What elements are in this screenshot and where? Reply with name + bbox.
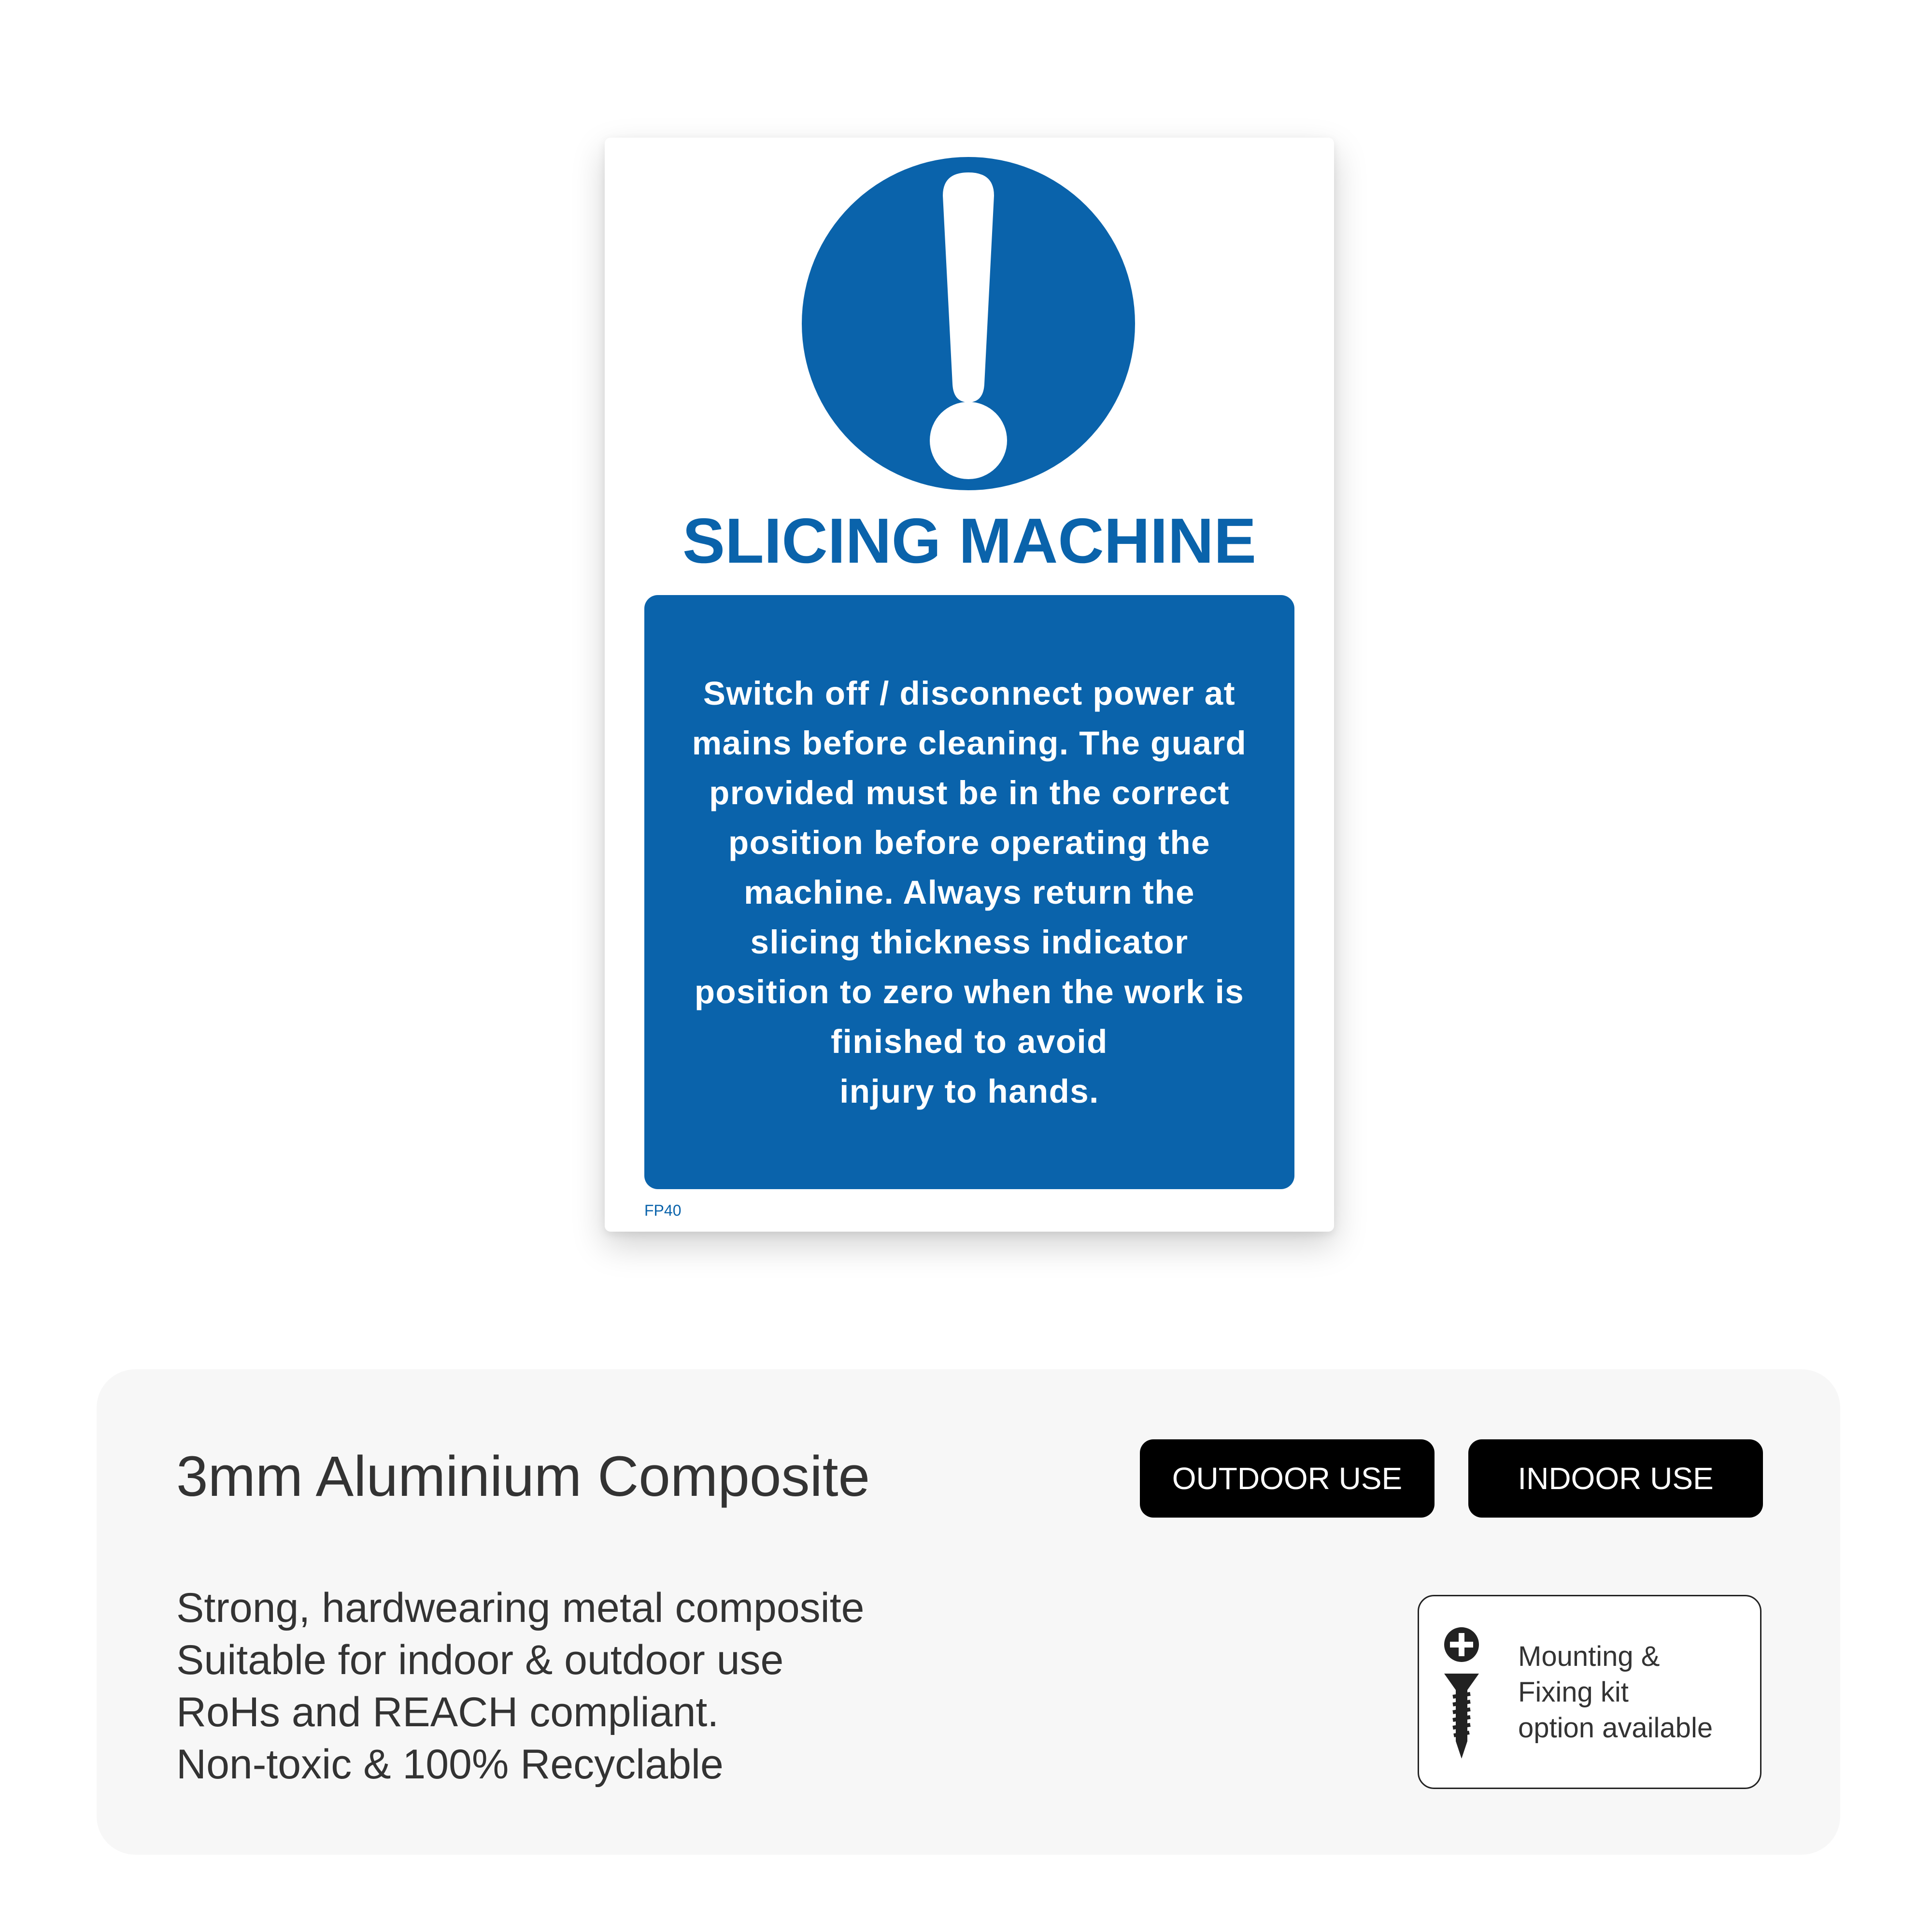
- sign-title: SLICING MACHINE: [682, 505, 1256, 576]
- material-title: 3mm Aluminium Composite: [176, 1445, 870, 1508]
- outdoor-use-badge: OUTDOOR USE: [1140, 1439, 1435, 1518]
- feature-list: [176, 1582, 865, 1790]
- mandatory-exclamation-icon: [802, 157, 1135, 490]
- feature-item: Non-toxic & 100% Recyclable: [176, 1741, 724, 1788]
- feature-item: Strong, hardwearing metal composite: [176, 1585, 865, 1631]
- fixing-kit-box: [1418, 1595, 1762, 1789]
- screw-icon: [1442, 1626, 1481, 1762]
- sign-instruction-panel: [644, 595, 1294, 1189]
- fixing-kit-text: Mounting & Fixing kit option available: [1518, 1641, 1713, 1744]
- sign-instruction-text: Switch off / disconnect power at mains before cleaning. The guard provided must be in the correct position before operating the machine. Always return the slicing thickness indicator position to zero when the work is finished to avoid injury to hands.: [692, 674, 1247, 1110]
- feature-item: Suitable for indoor & outdoor use: [176, 1637, 784, 1683]
- indoor-use-badge: INDOOR USE: [1468, 1439, 1763, 1518]
- feature-item: RoHs and REACH compliant.: [176, 1689, 719, 1735]
- safety-sign: [605, 138, 1334, 1232]
- sign-product-code: FP40: [644, 1202, 682, 1219]
- material-info-card: [97, 1369, 1840, 1855]
